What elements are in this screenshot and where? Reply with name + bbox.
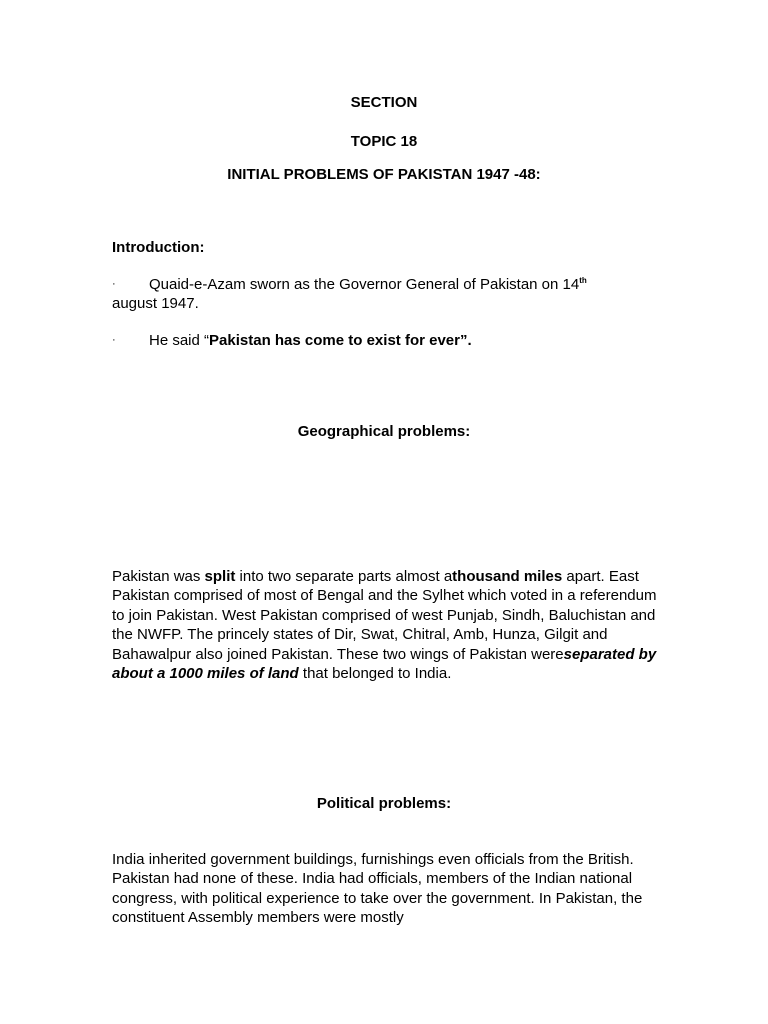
topic-label: TOPIC 18 — [350, 133, 418, 150]
geo-text-3: apart. East Pakistan comprised of most of Bengal and the Sylhet which voted in a referendum to join Pakistan. West Pakistan comprised of west Punjab, Sindh, Baluchistan and the NWFP. The princely states of Dir, Swat, Chitral, Amb, Hunza, Gilgit and Bahawalpur also joined Pakistan. These two wings of Pakistan were — [112, 568, 657, 663]
political-paragraph: India inherited government buildings, furnishings even officials from the British. Pakistan had none of these. India had officials, members of the Indian national congress, with political experience to take over the government. In Pakistan, the constituent Assembly members were mostly — [112, 851, 643, 927]
bullet-1-text-b: august 1947. — [112, 295, 199, 312]
geographical-heading: Geographical problems: — [297, 423, 471, 440]
bullet-2-prefix: He said “ — [149, 332, 210, 349]
political-heading: Political problems: — [316, 795, 452, 812]
geographical-paragraph — [112, 567, 662, 683]
introduction-heading: Introduction: — [112, 239, 205, 256]
bullet-dot: · — [112, 334, 116, 346]
intro-bullet-2 — [112, 331, 672, 350]
geo-text-1: Pakistan was — [112, 568, 205, 585]
bullet-dot: · — [112, 278, 116, 290]
geo-bold-italic-separated: separated by about a 1000 miles of land — [112, 645, 657, 683]
geo-bold-split: split — [204, 568, 236, 585]
document-title: INITIAL PROBLEMS OF PAKISTAN 1947 -48: — [227, 166, 541, 183]
geo-text-4: that belonged to India. — [298, 665, 452, 683]
intro-bullet-1 — [112, 275, 672, 313]
geo-bold-thousand-miles: thousand miles — [452, 568, 563, 585]
superscript-th: th — [579, 276, 587, 285]
bullet-1-text-a: Quaid-e-Azam sworn as the Governor General of Pakistan on 14 — [149, 276, 580, 293]
bullet-2-quote: Pakistan has come to exist for ever”. — [209, 332, 472, 349]
geo-text-2: into two separate parts almost a — [235, 568, 453, 585]
section-label: SECTION — [350, 94, 418, 111]
